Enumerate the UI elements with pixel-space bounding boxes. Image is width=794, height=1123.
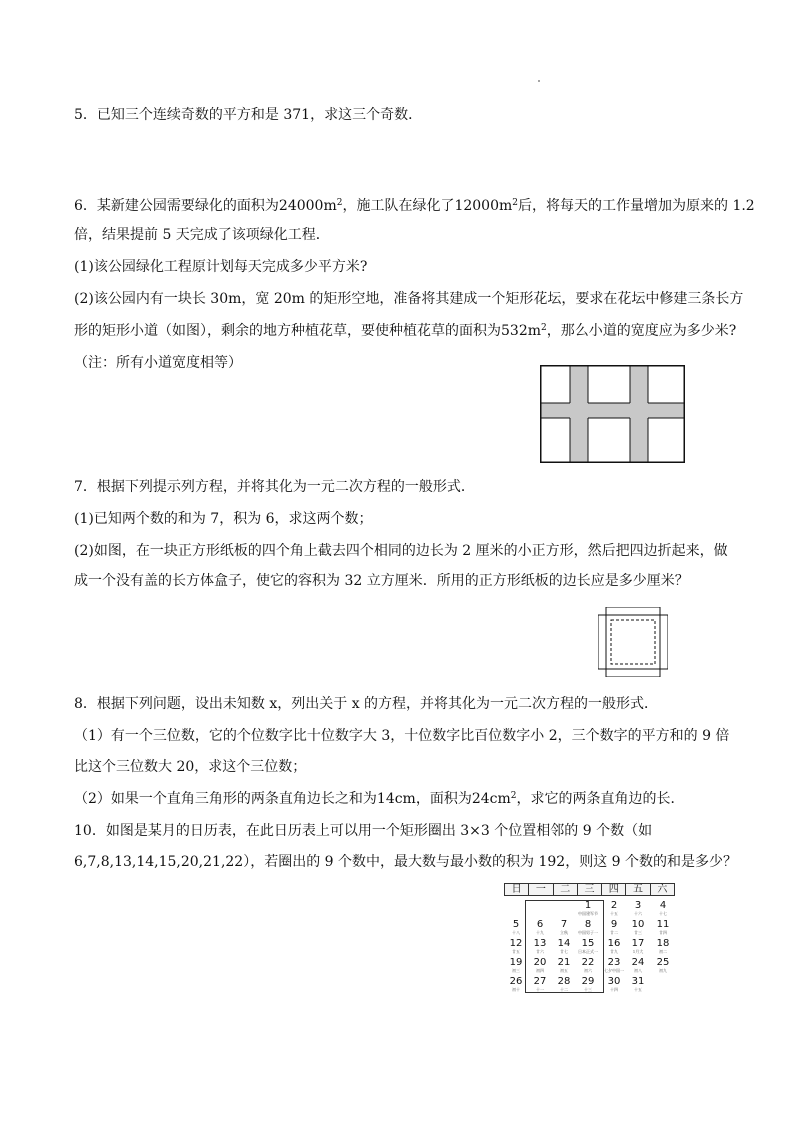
calendar-day-lunar: 初六 <box>584 968 592 973</box>
calendar-day-lunar: 十三 <box>584 987 592 992</box>
question-8-part-1-line-1: （1）有一个三位数，它的个位数字比十位数字大 3，十位数字比百位数字小 2，三个数字的平方和的 9 倍 <box>74 728 730 744</box>
calendar-day-number: 7 <box>560 919 568 930</box>
calendar-day-lunar: 十六 <box>634 911 642 916</box>
calendar-figure <box>504 883 675 1008</box>
calendar-day-lunar: 十五 <box>634 987 642 992</box>
calendar-day-lunar: 日本正式一 <box>578 949 598 954</box>
calendar-day-cell <box>651 957 675 975</box>
calendar-header-cell: 六 <box>657 884 668 895</box>
question-6-note: （注：所有小道宽度相等） <box>74 355 242 371</box>
calendar-header-cell: 四 <box>602 884 626 895</box>
calendar-day-lunar: 初九 <box>659 968 667 973</box>
calendar-day-lunar: 十四 <box>610 987 618 992</box>
calendar-day-number: 10 <box>631 919 645 930</box>
question-7-part-2-line-2: 成一个没有盖的长方体盒子，使它的容积为 32 立方厘米．所用的正方形纸板的边长应是多少厘米？ <box>74 573 689 589</box>
calendar-day-number: 31 <box>631 976 645 987</box>
question-6-part-2-line-2: 形的矩形小道（如图），剩余的地方种植花草，要使种植花草的面积为$532m^2$，那么小道的宽度应为多少米? <box>74 323 737 339</box>
calendar-day-lunar: 初二 <box>659 949 667 954</box>
question-7-line-1: 7．根据下列提示列方程，并将其化为一元二次方程的一般形式． <box>74 479 475 495</box>
calendar-header <box>504 883 675 896</box>
calendar-day-number: 24 <box>631 957 645 968</box>
calendar-day-cell <box>651 976 675 994</box>
calendar-day-number: 19 <box>509 957 523 968</box>
calendar-day-cell <box>602 900 626 918</box>
calendar-day-lunar: 七夕中国一 <box>604 968 624 973</box>
calendar-day-lunar: 中国建军节 <box>578 911 598 916</box>
calendar-day-number: 14 <box>557 938 571 949</box>
question-8-part-1-line-2: 比这个三位数大 20，求这个三位数； <box>74 759 307 775</box>
calendar-day-lunar: 廿五 <box>512 949 520 954</box>
calendar-day-number: 16 <box>607 938 621 949</box>
question-6-part-1: (1)该公园绿化工程原计划每天完成多少平方米? <box>74 259 368 275</box>
calendar-day-lunar: 十九 <box>536 930 544 935</box>
calendar-day-cell <box>626 938 650 956</box>
calendar-day-number: 1 <box>584 900 592 911</box>
calendar-day-lunar: 立秋 <box>560 930 568 935</box>
calendar-day-number: 30 <box>607 976 621 987</box>
calendar-header-cell: 二 <box>554 884 578 895</box>
calendar-day-lunar: 初八 <box>634 968 642 973</box>
calendar-day-number: 23 <box>607 957 621 968</box>
calendar-day-number: 27 <box>533 976 547 987</box>
calendar-day-cell <box>651 900 675 918</box>
calendar-day-number: 17 <box>631 938 645 949</box>
calendar-header-cell: 五 <box>626 884 650 895</box>
calendar-day-lunar: 十七 <box>659 911 667 916</box>
calendar-day-lunar: 初十 <box>512 987 520 992</box>
square-paper-figure <box>598 607 668 677</box>
calendar-day-cell <box>626 900 650 918</box>
calendar-day-lunar: 初四 <box>536 968 544 973</box>
calendar-header-cell: 三 <box>578 884 602 895</box>
calendar-day-number: 26 <box>509 976 523 987</box>
question-6-line-1: 6．某新建公园需要绿化的面积为$24000m^2$，施工队在绿化了$12000m^2$后，将每天的工作量增加为原来的 1.2 <box>74 198 755 214</box>
calendar-day-cell <box>651 938 675 956</box>
question-6-line-2: 倍，结果提前 5 天完成了该项绿化工程． <box>74 227 330 243</box>
calendar-day-lunar: 廿三 <box>634 930 642 935</box>
calendar-day-lunar: 初三 <box>512 968 520 973</box>
question-6-part-2-line-1: (2)该公园内有一块长 30m，宽 20m 的矩形空地，准备将其建成一个矩形花坛，要求在花坛中修建三条长方 <box>74 291 744 307</box>
question-10-line-2: 6,7,8,13,14,15,20,21,22），若圈出的 9 个数中，最大数与最小数的积为 192，则这 9 个数的和是多少？ <box>74 854 737 870</box>
calendar-selection-box <box>525 900 604 993</box>
calendar-day-number: 15 <box>581 938 595 949</box>
calendar-day-number: 21 <box>557 957 571 968</box>
calendar-day-number: 29 <box>581 976 595 987</box>
garden-path-figure <box>540 365 685 463</box>
calendar-day-number: 28 <box>557 976 571 987</box>
calendar-day-lunar: 中国男子一 <box>578 930 598 935</box>
calendar-day-number: 18 <box>656 938 670 949</box>
calendar-day-cell <box>626 976 650 994</box>
question-8-part-2: （2）如果一个直角三角形的两条直角边长之和为14cm，面积为$24cm^2$，求它的两条直角边的长． <box>74 791 685 807</box>
calendar-day-cell <box>602 938 626 956</box>
calendar-day-number: 6 <box>536 919 544 930</box>
calendar-day-number: 25 <box>656 957 670 968</box>
calendar-day-number: 11 <box>656 919 670 930</box>
calendar-day-lunar: 廿二 <box>610 930 618 935</box>
calendar-day-number: 13 <box>533 938 547 949</box>
calendar-day-number: 22 <box>581 957 595 968</box>
calendar-day-cell <box>602 957 626 975</box>
calendar-day-number: 20 <box>533 957 547 968</box>
calendar-header-cell: 日 <box>505 884 529 895</box>
calendar-day-lunar: 廿九 <box>610 949 618 954</box>
question-7-part-2-line-1: (2)如图，在一块正方形纸板的四个角上截去四个相同的边长为 2 厘米的小正方形，然后把四边折起来，做 <box>74 543 728 559</box>
calendar-day-cell <box>626 919 650 937</box>
calendar-day-lunar: 廿七 <box>560 949 568 954</box>
calendar-day-lunar: 初五 <box>560 968 568 973</box>
calendar-day-number: 9 <box>610 919 618 930</box>
calendar-day-number: 8 <box>584 919 592 930</box>
calendar-day-lunar: 1月大 <box>632 949 644 954</box>
calendar-day-number: 2 <box>610 900 618 911</box>
calendar-day-lunar: 廿六 <box>536 949 544 954</box>
calendar-day-number: 3 <box>634 900 642 911</box>
calendar-day-cell <box>602 919 626 937</box>
calendar-day-cell <box>626 957 650 975</box>
calendar-day-lunar: 十八 <box>512 930 520 935</box>
calendar-day-cell <box>651 919 675 937</box>
question-5: 5．已知三个连续奇数的平方和是 371，求这三个奇数． <box>74 107 423 123</box>
calendar-header-cell: 一 <box>529 884 553 895</box>
question-10-line-1: 10．如图是某月的日历表，在此日历表上可以用一个矩形圈出 3×3 个位置相邻的 9 个数（如 <box>74 823 653 839</box>
calendar-day-lunar: 十二 <box>560 987 568 992</box>
calendar-day-number: 5 <box>512 919 520 930</box>
calendar-day-number: 12 <box>509 938 523 949</box>
calendar-day-number: 4 <box>659 900 667 911</box>
calendar-day-lunar: 十五 <box>610 911 618 916</box>
question-7-part-1: (1)已知两个数的和为 7，积为 6，求这两个数； <box>74 511 373 527</box>
calendar-day-cell <box>602 976 626 994</box>
calendar-day-lunar: 廿四 <box>659 930 667 935</box>
calendar-day-lunar: 十一 <box>536 987 544 992</box>
question-8-line-1: 8．根据下列问题，设出未知数 x，列出关于 x 的方程，并将其化为一元二次方程的一般形式． <box>74 696 659 712</box>
page-dot <box>538 80 540 82</box>
